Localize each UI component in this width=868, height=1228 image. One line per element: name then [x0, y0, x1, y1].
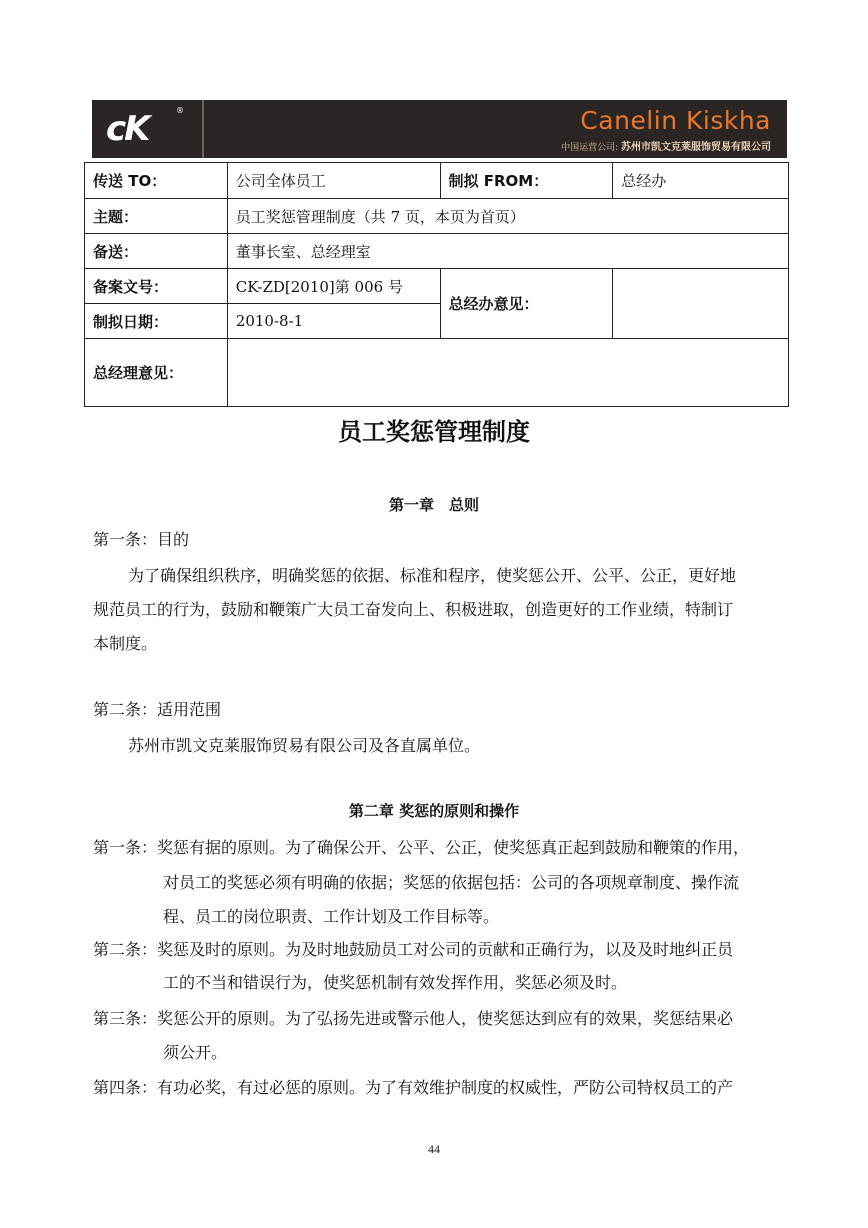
- brand-subtitle: [561, 138, 771, 153]
- chapter-2-article-2: 第二条：奖惩及时的原则。为及时地鼓励员工对公司的贡献和正确行为，以及及时地纠正员: [93, 940, 734, 959]
- cc-label: 备送：: [85, 234, 228, 269]
- chapter-1-article-2-title: 第二条：适用范围: [93, 700, 222, 719]
- chapter-2-title: 第二章 奖惩的原则和操作: [348, 802, 520, 820]
- to-label: 传送 TO：: [85, 163, 228, 199]
- from-label: 制拟 FROM：: [440, 163, 613, 199]
- chapter-1-article-1-line: 为了确保组织秩序，明确奖惩的依据、标准和程序，使奖惩公开、公平、公正，更好地: [128, 566, 737, 585]
- company-logo: [92, 100, 202, 158]
- date-value: 2010-8-1: [227, 304, 440, 339]
- banner-divider: [202, 100, 204, 158]
- date-label: 制拟日期：: [85, 304, 228, 339]
- logo-mark: cK: [106, 109, 149, 149]
- to-value: 公司全体员工: [227, 163, 440, 199]
- table-row: [85, 163, 789, 199]
- brand-name: Canelin Kiskha: [580, 106, 771, 135]
- page-number: 44: [428, 1142, 440, 1156]
- chapter-2-article-2-cont: 工的不当和错误行为，使奖惩机制有效发挥作用，奖惩必须及时。: [163, 973, 628, 992]
- chapter-2-article-1: 第一条：奖惩有据的原则。为了确保公开、公平、公正，使奖惩真正起到鼓励和鞭策的作用，: [93, 838, 750, 857]
- gm-opinion-value: [227, 339, 788, 407]
- gm-opinion-label: 总经理意见：: [85, 339, 228, 407]
- from-value: 总经办: [613, 163, 789, 199]
- brand-sub-company: 苏州市凯文克莱服饰贸易有限公司: [621, 142, 771, 153]
- chapter-1-article-1-line: 本制度。: [93, 634, 158, 653]
- memo-header-table: [84, 162, 789, 407]
- document-title: 员工奖惩管理制度: [338, 418, 530, 446]
- office-opinion-label: 总经办意见：: [440, 269, 613, 339]
- file-no-value: CK-ZD[2010]第 006 号: [227, 269, 440, 304]
- chapter-2-article-3: 第三条：奖惩公开的原则。为了弘扬先进或警示他人，使奖惩达到应有的效果，奖惩结果必: [93, 1009, 734, 1028]
- chapter-1-article-2-line: 苏州市凯文克莱服饰贸易有限公司及各直属单位。: [128, 736, 481, 755]
- chapter-2-article-3-cont: 须公开。: [163, 1043, 228, 1062]
- table-row: [85, 339, 789, 407]
- chapter-2-article-1-cont: 对员工的奖惩必须有明确的依据；奖惩的依据包括：公司的各项规章制度、操作流: [163, 873, 740, 892]
- office-opinion-value: [613, 269, 789, 339]
- table-row: [85, 269, 789, 304]
- chapter-1-title: 第一章 总则: [388, 496, 479, 514]
- file-no-label: 备案文号：: [85, 269, 228, 304]
- header-banner: [92, 100, 787, 158]
- table-row: [85, 199, 789, 234]
- registered-icon: ®: [176, 106, 184, 115]
- subject-label: 主题：: [85, 199, 228, 234]
- chapter-2-article-4: 第四条：有功必奖，有过必惩的原则。为了有效维护制度的权威性，严防公司特权员工的产: [93, 1078, 734, 1097]
- chapter-1-article-1-title: 第一条：目的: [93, 530, 190, 549]
- cc-value: 董事长室、总经理室: [227, 234, 788, 269]
- subject-value: 员工奖惩管理制度（共 7 页，本页为首页）: [227, 199, 788, 234]
- chapter-1-article-1-line: 规范员工的行为，鼓励和鞭策广大员工奋发向上、积极进取，创造更好的工作业绩，特制订: [93, 600, 734, 619]
- brand-sub-prefix: 中国运营公司:: [561, 143, 619, 153]
- table-row: [85, 234, 789, 269]
- chapter-2-article-1-cont: 程、员工的岗位职责、工作计划及工作目标等。: [163, 907, 500, 926]
